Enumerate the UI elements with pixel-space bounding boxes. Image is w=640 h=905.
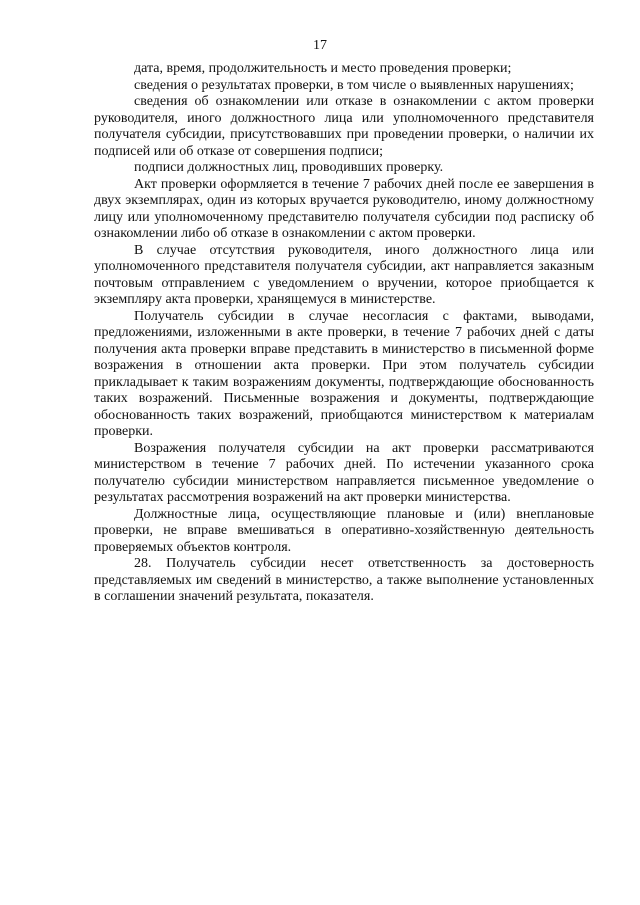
paragraph-signatures: подписи должностных лиц, проводивших проверку.	[134, 160, 444, 175]
paragraph-act-preparation: Акт проверки оформляется в течение 7 рабочих дней после ее завершения в двух экземплярах, один из которых вручается руководителю, иному должностному лицу или уполномоченному представителю получателя субсидии под расписку об ознакомлении либо об отказе в ознакомлении с актом проверки.	[94, 176, 594, 241]
paragraph-objections: Получатель субсидии в случае несогласия с фактами, выводами, предложениями, изложенными в акте проверки, в течение 7 рабочих дней с даты получения акта проверки вправе представить в министерство в письменной форме возражения в отношении акта проверки. При этом получатель субсидии прикладывает к таким возражениям документы, подтверждающие обоснованность таких возражений. Письменные возражения и документы, подтверждающие обоснованность таких возражений, приобщаются министерством к материалам проверки.	[94, 308, 594, 439]
page-number: 17	[313, 38, 327, 53]
paragraph-officials-restrictions: Должностные лица, осуществляющие плановые и (или) внеплановые проверки, не вправе вмешиваться в оперативно-хозяйственную деятельность проверяемых объектов контроля.	[94, 506, 594, 555]
paragraph-acquaintance-info: сведения об ознакомлении или отказе в ознакомлении с актом проверки руководителя, иного должностного лица или уполномоченного представителя получателя субсидии, присутствовавших при проведении проверки, о наличии их подписей или об отказе от совершения подписи;	[94, 94, 594, 159]
document-body	[94, 61, 594, 606]
paragraph-inspection-results: сведения о результатах проверки, в том числе о выявленных нарушениях;	[134, 77, 574, 93]
paragraph-inspection-date-time: дата, время, продолжительность и место проведения проверки;	[134, 61, 512, 76]
paragraph-postal-delivery: В случае отсутствия руководителя, иного должностного лица или уполномоченного представителя получателя субсидии, акт направляется заказным почтовым отправлением с уведомлением о вручении, которое приобщается к экземпляру акта проверки, хранящемуся в министерстве.	[94, 242, 594, 307]
paragraph-item-28-responsibility: 28. Получатель субсидии несет ответственность за достоверность представляемых им сведений в министерство, а также выполнение установленных в соглашении значений результата, показателя.	[94, 556, 594, 604]
paragraph-objections-review: Возражения получателя субсидии на акт проверки рассматриваются министерством в течение 7 рабочих дней. По истечении указанного срока получателю субсидии министерством направляется письменное уведомление о результатах рассмотрения возражений на акт проверки министерства.	[94, 440, 594, 505]
